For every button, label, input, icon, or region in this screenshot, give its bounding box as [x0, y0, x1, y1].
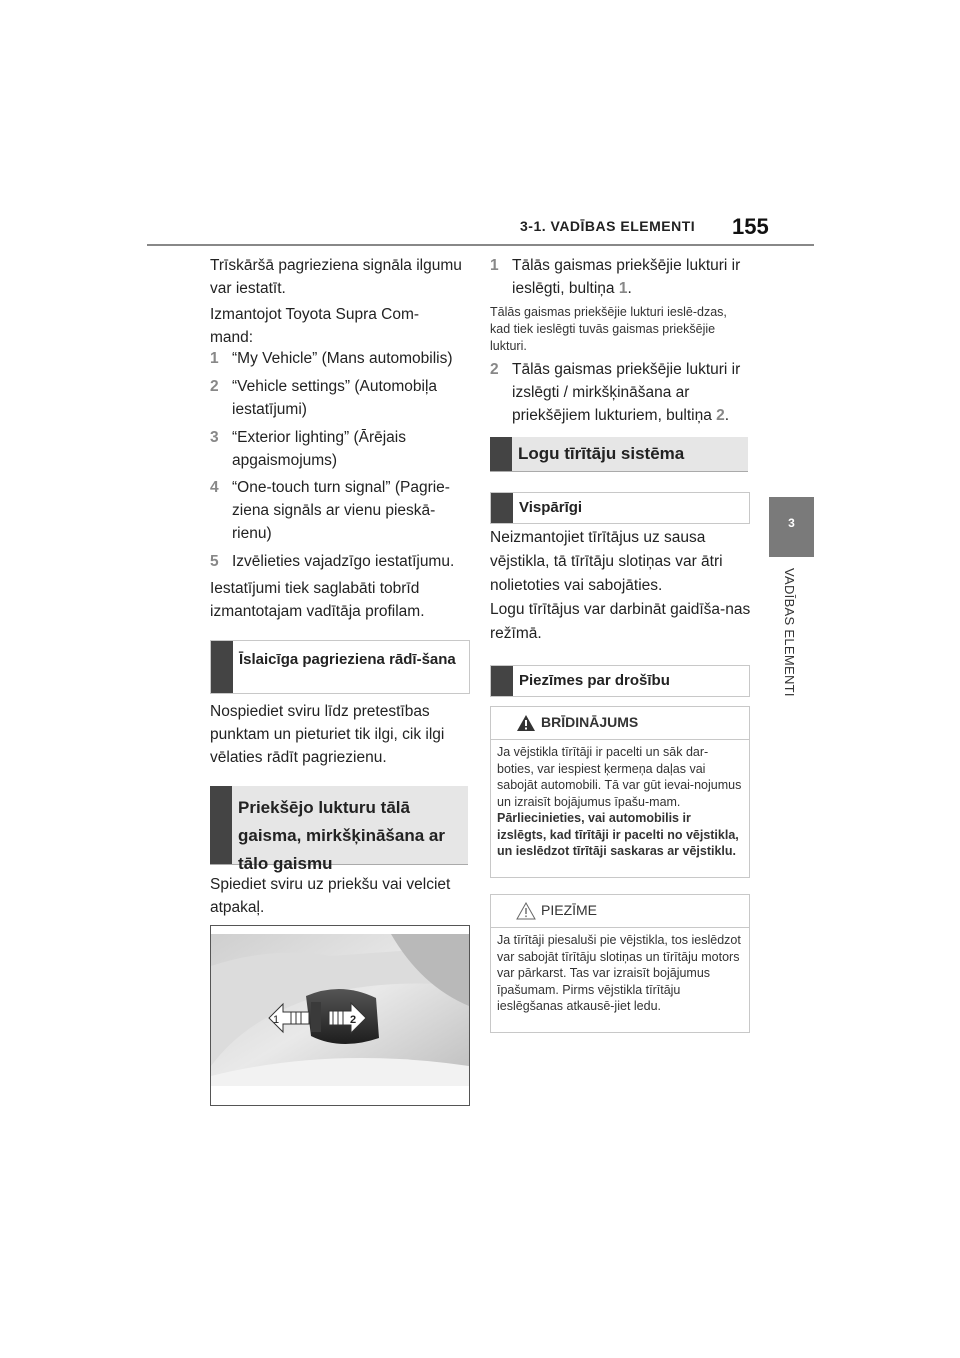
list-number: 2 [490, 361, 499, 378]
header-rule [147, 244, 814, 246]
list-text: “My Vehicle” (Mans automobilis) [232, 350, 453, 367]
list-item [210, 550, 475, 573]
list-number: 2 [210, 378, 219, 395]
arrow-ref: 1 [618, 280, 628, 297]
section-heading-general [490, 492, 750, 524]
heading-text: Logu tīrītāju sistēma [518, 444, 685, 463]
heading-text: Vispārīgi [519, 499, 583, 516]
lever-illustration-svg [211, 926, 469, 1105]
section-heading-high-beam [210, 786, 468, 873]
wiper-paragraph: Neizmantojiet tīrītājus uz sausa vējstikla, tā tīrītāju slotiņas var ātri nolietoties vai sabojāties. [490, 529, 723, 594]
caution-outline-icon [516, 902, 536, 920]
section-heading-short-turn [210, 640, 470, 694]
list-text: Tālās gaismas priekšējie lukturi ir izslēgti / mirkšķināšana ar priekšējiem lukturiem, bultiņa [512, 361, 741, 424]
arrow-ref: 2 [716, 407, 725, 424]
side-tab-label: VADĪBAS ELEMENTI [782, 568, 797, 697]
lever-illustration [210, 925, 470, 1106]
list-item [210, 347, 470, 370]
list-text: “Exterior lighting” (Ārējais apgaismojums) [232, 429, 406, 469]
turn-paragraph: Nospiediet sviru līdz pretestības punktam un pieturiet tik ilgi, cik ilgi vēlaties rādīt pagriezienu. [210, 703, 445, 766]
list-number: 4 [210, 479, 219, 496]
lever-paragraph: Spiediet sviru uz priekšu vai velciet atpakaļ. [210, 876, 451, 916]
intro-paragraph-2: Izmantojot Toyota Supra Com-mand: [210, 306, 420, 346]
list-item [210, 476, 470, 545]
standby-paragraph: Logu tīrītājus var darbināt gaidīša-nas režīmā. [490, 601, 751, 642]
list-item: 1 Tālās gaismas priekšējie lukturi ir ieslēgti, bultiņa 1. [490, 254, 750, 300]
list-number: 3 [210, 429, 219, 446]
chapter-title: 3-1. VADĪBAS ELEMENTI [520, 218, 696, 234]
warning-text: Ja vējstikla tīrītāji ir pacelti un sāk dar-boties, var iespiest ķermeņa daļas vai sabojāt automobili. Tā var gūt ievai-nojumus un izraisīt bojājumus īpašu-mam. [497, 745, 742, 809]
note-title: PIEZĪME [541, 902, 598, 918]
page-number: 155 [732, 214, 769, 239]
note-text: Ja tīrītāji piesaluši pie vējstikla, tos ieslēdzot var sabojāt tīrītāju slotiņas un tīrītāju motors var pārkarst. Tas var izraisīt bojājumus īpašumam. Pirms vējstikla tīrītāju ieslēgšanas atkausē-jiet ledu. [497, 933, 741, 1013]
section-heading-wipers [490, 437, 748, 472]
heading-text: Piezīmes par drošību [519, 672, 670, 689]
heading-text: Īslaicīga pagrieziena rādī-šana [239, 651, 456, 668]
list-text: Tālās gaismas priekšējie lukturi ir ieslēgti, bultiņa [512, 257, 741, 297]
list-item [210, 426, 470, 472]
intro-paragraph: Trīskāršā pagrieziena signāla ilgumu var iestatīt. [210, 257, 462, 297]
list-item [210, 375, 470, 421]
figure-label-1: 1 [273, 1014, 280, 1026]
warning-bold-text: Pārliecinieties, vai automobilis ir izslēgts, kad tīrītāji ir pacelti no vējstikla, un ieslēdzot tīrītāji saskaras ar vējstiklu. [497, 811, 739, 858]
heading-text: Priekšējo lukturu tālā gaisma, mirkšķināšana ar tālo gaismu [238, 798, 445, 873]
side-tab-number: 3 [769, 497, 814, 557]
list-text: Izvēlieties vajadzīgo iestatījumu. [232, 553, 455, 570]
high-beam-note: Tālās gaismas priekšējie lukturi ieslē-dzas, kad tiek ieslēgti tuvās gaismas priekšējie lukturi. [490, 305, 727, 353]
warning-box [490, 706, 750, 878]
list-text: “Vehicle settings” (Automobiļa iestatījumi) [232, 378, 438, 418]
list-item: 2 Tālās gaismas priekšējie lukturi ir izslēgti / mirkšķināšana ar priekšējiem lukturiem, bultiņa 2. [490, 358, 750, 427]
warning-title: BRĪDINĀJUMS [541, 714, 639, 730]
section-heading-safety [490, 665, 750, 697]
note-box [490, 894, 750, 1033]
saved-paragraph: Iestatījumi tiek saglabāti tobrīd izmantotajam vadītāja profilam. [210, 580, 425, 620]
warning-triangle-icon [516, 714, 536, 732]
figure-label-2: 2 [350, 1014, 357, 1026]
list-number: 1 [490, 257, 499, 274]
list-text: “One-touch turn signal” (Pagrie-ziena signāls ar vienu pieskā-rienu) [232, 479, 450, 542]
list-number: 1 [210, 350, 219, 367]
list-number: 5 [210, 553, 219, 570]
